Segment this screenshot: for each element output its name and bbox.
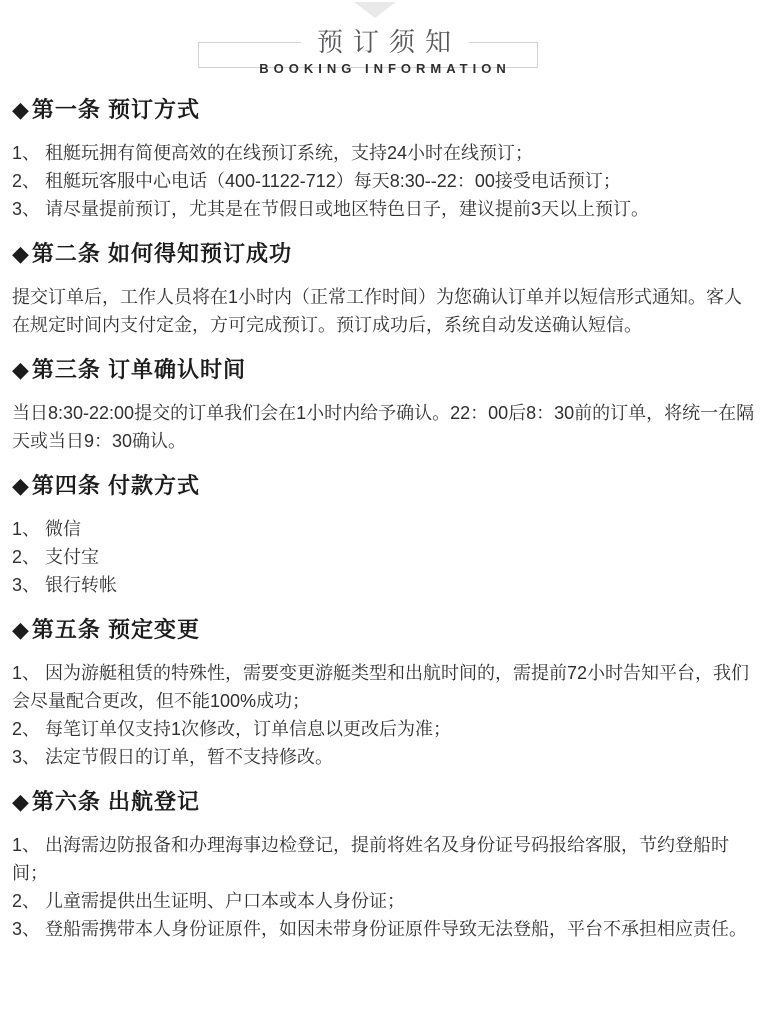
section-item-list bbox=[12, 831, 758, 943]
section-heading bbox=[12, 617, 758, 643]
diamond-bullet-icon: ◆ bbox=[12, 617, 30, 642]
diamond-bullet-icon: ◆ bbox=[12, 357, 30, 382]
list-item: 1、 租艇玩拥有简便高效的在线预订系统，支持24小时在线预订； bbox=[12, 143, 534, 163]
section-heading-text: 第二条 如何得知预订成功 bbox=[31, 241, 293, 266]
section-5 bbox=[12, 617, 758, 771]
list-item: 1、 因为游艇租赁的特殊性，需要变更游艇类型和出航时间的，需提前72小时告知平台，我们会尽量配合更改，但不能100%成功； bbox=[12, 663, 750, 711]
section-heading bbox=[12, 789, 758, 815]
section-paragraph: 当日8:30-22:00提交的订单我们会在1小时内给予确认。22：00后8：30前的订单，将统一在隔天或当日9：30确认。 bbox=[12, 403, 755, 451]
section-heading-text: 第五条 预定变更 bbox=[31, 617, 201, 642]
list-item: 3、 登船需携带本人身份证原件，如因未带身份证原件导致无法登船，平台不承担相应责任。 bbox=[12, 919, 748, 939]
section-1 bbox=[12, 97, 758, 223]
booking-info-content bbox=[0, 92, 770, 943]
booking-info-header bbox=[0, 0, 770, 92]
section-paragraph: 提交订单后，工作人员将在1小时内（正常工作时间）为您确认订单并以短信形式通知。客人在规定时间内支付定金，方可完成预订。预订成功后，系统自动发送确认短信。 bbox=[12, 287, 743, 335]
section-heading-text: 第一条 预订方式 bbox=[31, 97, 201, 122]
diamond-bullet-icon: ◆ bbox=[12, 97, 30, 122]
list-item: 2、 租艇玩客服中心电话（400-1122-712）每天8:30--22：00接受电话预订； bbox=[12, 171, 621, 191]
list-item: 1、 微信 bbox=[12, 519, 82, 539]
list-item: 3、 请尽量提前预订，尤其是在节假日或地区特色日子，建议提前3天以上预订。 bbox=[12, 199, 650, 219]
list-item: 2、 儿童需提供出生证明、户口本或本人身份证； bbox=[12, 891, 406, 911]
section-heading-text: 第三条 订单确认时间 bbox=[31, 357, 247, 382]
list-item: 2、 支付宝 bbox=[12, 547, 100, 567]
list-item: 2、 每笔订单仅支持1次修改，订单信息以更改后为准； bbox=[12, 719, 452, 739]
page-title: 预订须知 bbox=[301, 27, 469, 58]
section-heading-text: 第六条 出航登记 bbox=[31, 789, 201, 814]
section-2 bbox=[12, 241, 758, 339]
section-heading bbox=[12, 473, 758, 499]
section-heading bbox=[12, 357, 758, 383]
section-item-list bbox=[12, 515, 758, 599]
list-item: 3、 法定节假日的订单，暂不支持修改。 bbox=[12, 747, 334, 767]
page-subtitle: BOOKING INFORMATION bbox=[259, 61, 511, 76]
list-item: 3、 银行转帐 bbox=[12, 575, 118, 595]
list-item: 1、 出海需边防报备和办理海事边检登记，提前将姓名及身份证号码报给客服，节约登船时间； bbox=[12, 835, 730, 883]
sections bbox=[12, 97, 758, 943]
section-heading bbox=[12, 97, 758, 123]
diamond-bullet-icon: ◆ bbox=[12, 241, 30, 266]
section-item-list bbox=[12, 139, 758, 223]
section-6 bbox=[12, 789, 758, 943]
diamond-bullet-icon: ◆ bbox=[12, 789, 30, 814]
section-3 bbox=[12, 357, 758, 455]
diamond-bullet-icon: ◆ bbox=[12, 473, 30, 498]
section-item-list bbox=[12, 659, 758, 771]
section-heading-text: 第四条 付款方式 bbox=[31, 473, 201, 498]
section-heading bbox=[12, 241, 758, 267]
section-4 bbox=[12, 473, 758, 599]
triangle-down-icon bbox=[354, 2, 396, 18]
